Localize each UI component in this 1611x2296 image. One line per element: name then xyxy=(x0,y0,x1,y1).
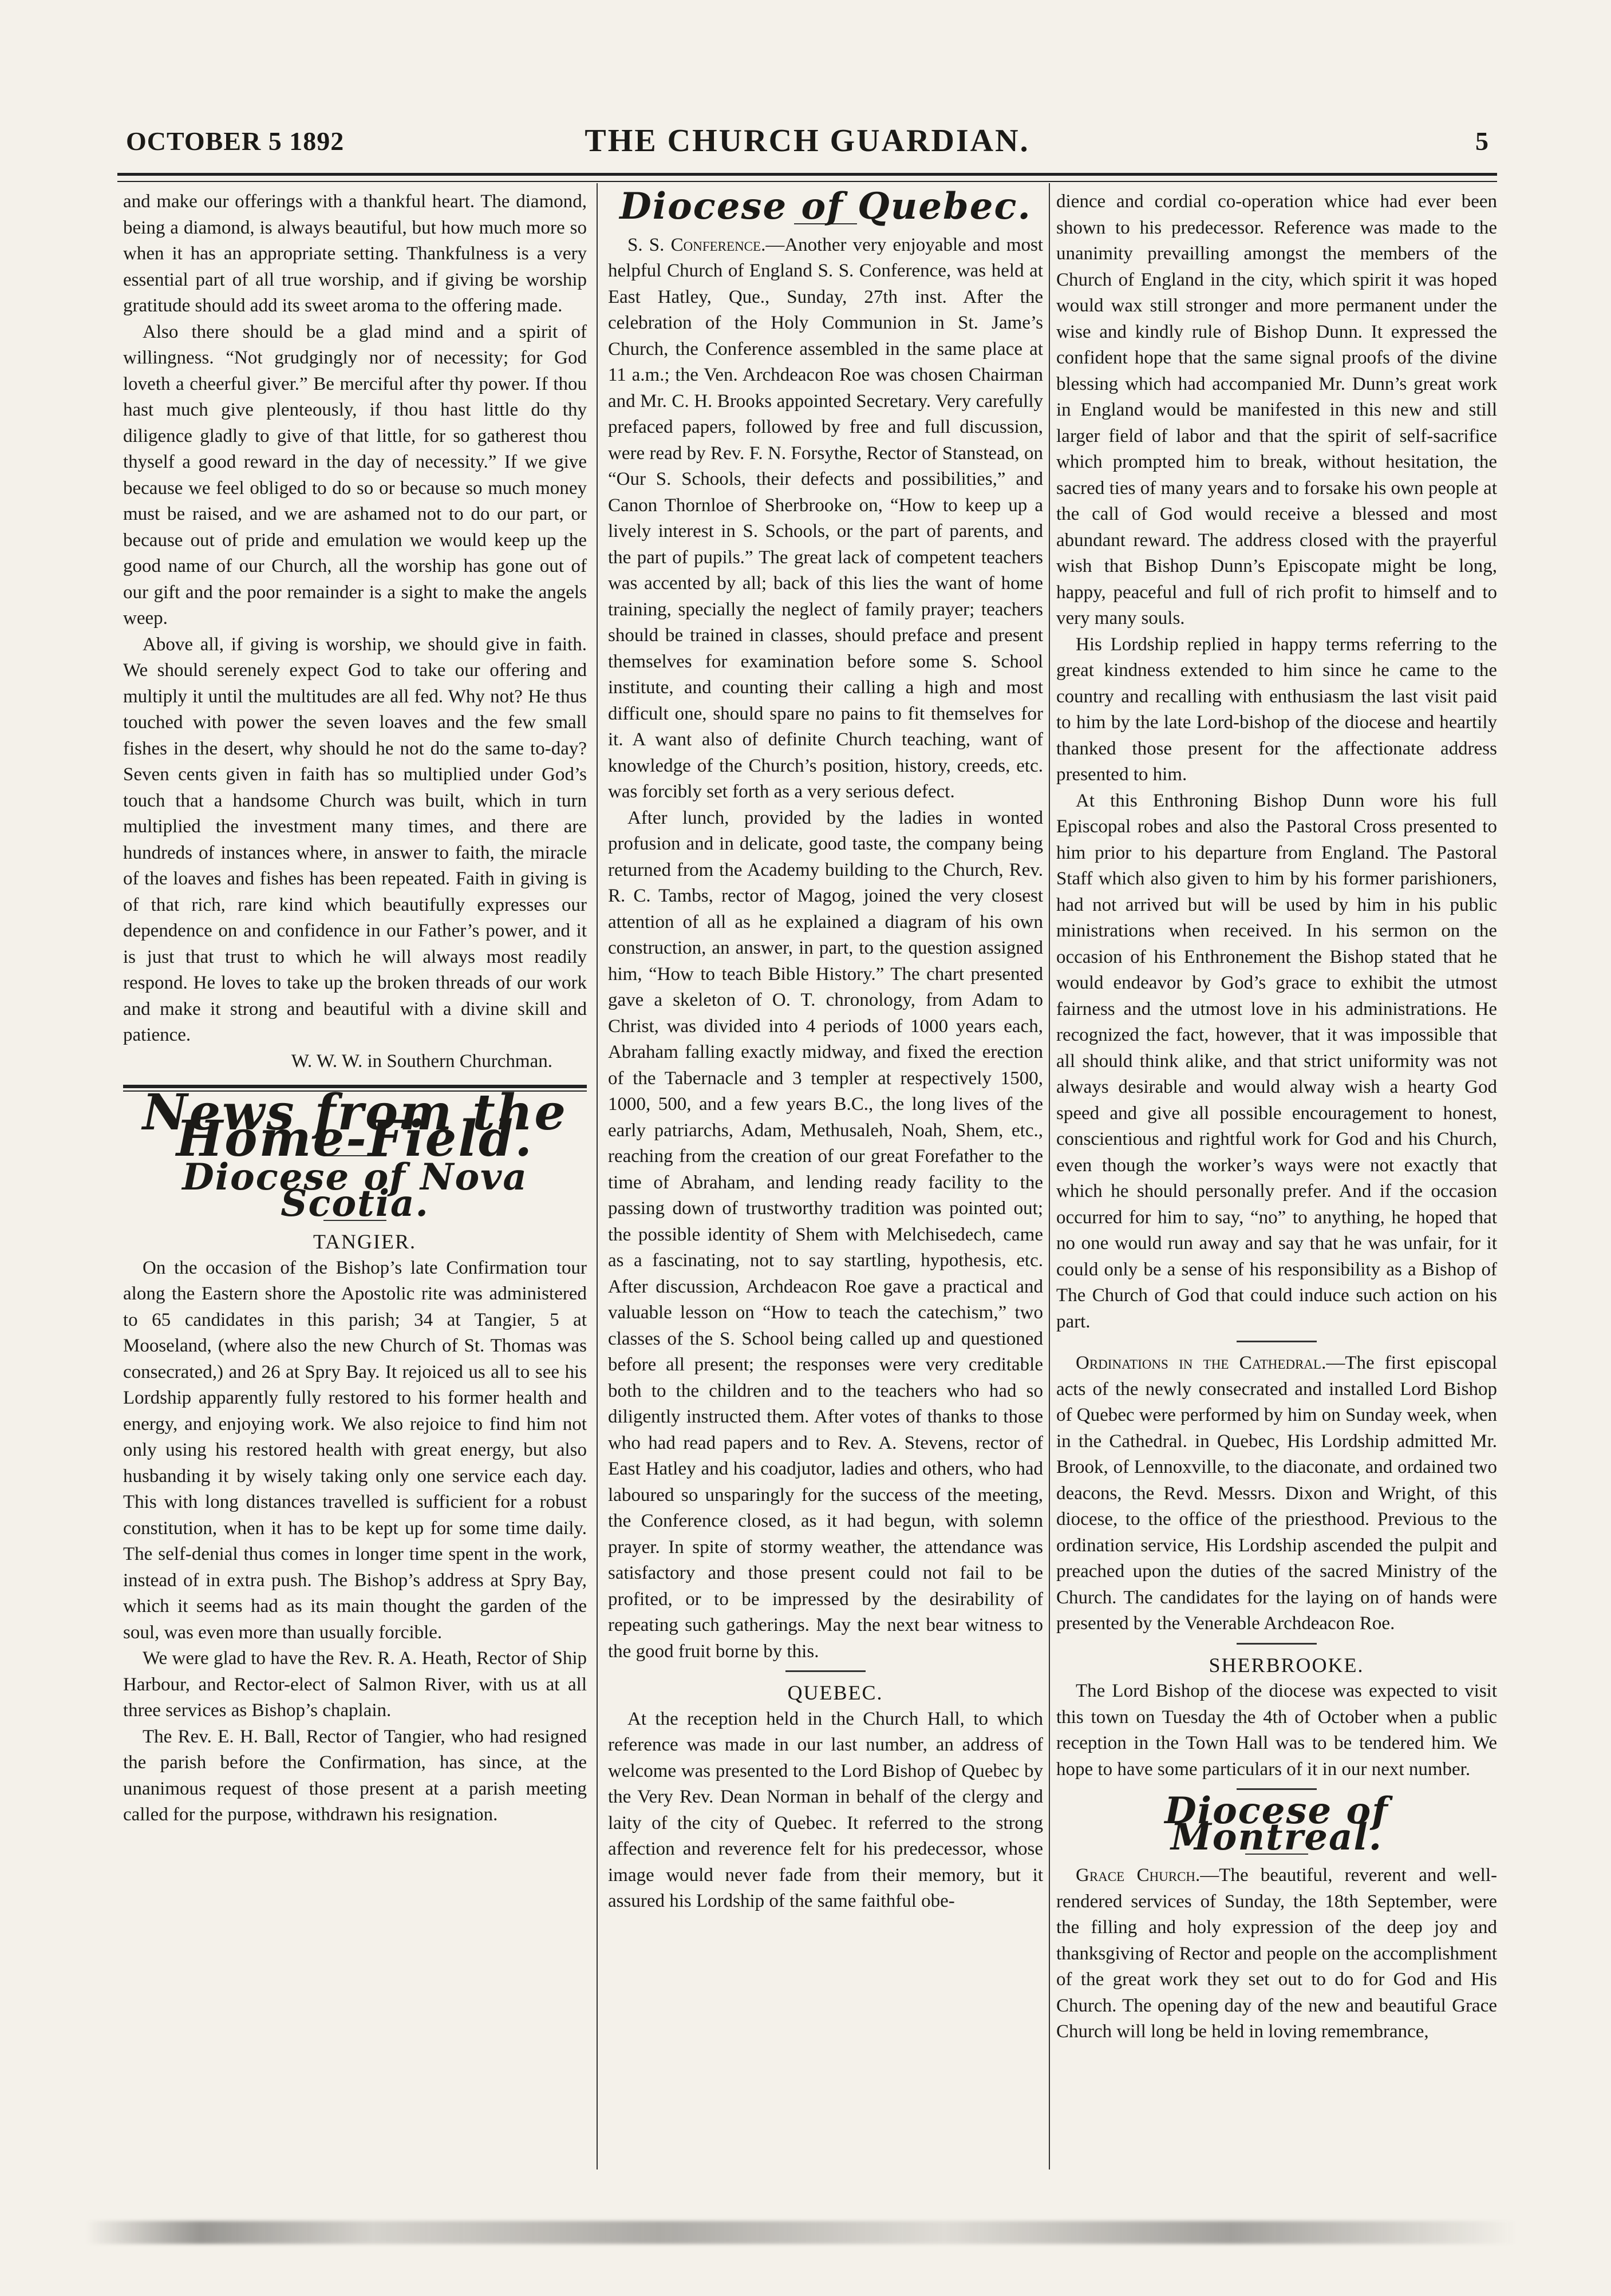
paragraph xyxy=(1056,1350,1497,1637)
paragraph: Also there should be a glad mind and a spirit of willingness. “Not grudgingly nor of necessity; for God loveth a cheerful giver.” Be merciful after thy power. If thou hast much give plenteously, if thou hast little do thy diligence gladly to give of that little, for so gatherest thou thyself a good reward in the day of necessity.” If we give because we feel obliged to do so or because so much money must be raised, and we are ashamed not to do our part, or because out of pride and emulation we would keep up the good name of our Church, all the worship has gone out of our gift and the poor remainder is a sight to make the angels weep. xyxy=(123,321,587,629)
paragraph-body: —The first episcopal acts of the newly consecrated and installed Lord Bishop of Quebec were performed by him on Sunday week, when in the Cathedral. in Quebec, His Lordship admitted Mr. Brook, of Lennoxville, to the diaconate, and ordained two deacons, the Revd. Messrs. Dixon and Wright, of this diocese, to the office of the priesthood. Previous to the ordination service, His Lordship ascended the pulpit and preached upon the duties of the sacred Ministry of the Church. The candidates for the laying on of hands were presented by the Venerable Archdeacon Roe. xyxy=(1056,1353,1497,1634)
article-signature: W. W. W. in Southern Churchman. xyxy=(291,1050,552,1072)
paragraph: On the occasion of the Bishop’s late Confirmation tour along the Eastern shore the Apostolic rite was administered to 65 candidates in this parish; 34 at Tangier, 5 at Mooseland, (where also the new Church of St. Thomas was consecrated,) and 26 at Spry Bay. It rejoiced us all to see his Lordship apparently fully restored to his former health and energy, and enjoying work. We also rejoice to find him not only using his restored health with great energy, but also husbanding it by wisely taking only one service each day. This with long distances travelled is sufficient for a robust constitution, when it has to be kept up for some time daily. The self-denial thus comes in longer time spent in the work, instead of in extra push. The Bishop’s address at Spry Bay, which it seems had as its main thought the garden of the soul, was even more than usually forcible. xyxy=(123,1257,587,1643)
column-2 xyxy=(608,189,1043,2158)
paragraph: We were glad to have the Rev. R. A. Heath, Rector of Ship Harbour, and Rector-elect of Salmon River, with us at all three services as Bishop’s chaplain. xyxy=(123,1648,587,1721)
subheading: SHERBROOKE. xyxy=(1209,1653,1364,1677)
diocese-heading: Diocese of Nova Scotia. xyxy=(182,1156,528,1225)
header-rule xyxy=(117,173,1497,176)
column-divider-1 xyxy=(597,183,598,2169)
paragraph-lead: S. S. Conference. xyxy=(627,234,766,255)
masthead-title: THE CHURCH GUARDIAN. xyxy=(585,123,1030,159)
paragraph: and make our offerings with a thankful heart. The diamond, being a diamond, is always beautiful, but how much more so when it has an appropriate setting. Thankfulness is a very essential part of all true worship, and if giving be worship gratitude should add its sweet aroma to the offering made. xyxy=(123,191,587,316)
paragraph: His Lordship replied in happy terms referring to the great kindness extended to him since he came to the country and recalling with enthusiasm the last visit paid to him by the late Lord-bishop of the diocese and heartily thanked those present for the affectionate address presented to him. xyxy=(1056,634,1497,785)
issue-date: OCTOBER 5 1892 xyxy=(126,127,345,156)
subheading: QUEBEC. xyxy=(787,1681,883,1704)
paragraph: dience and cordial co-operation whice had ever been shown to his predecessor. Reference was made to the unanimity prevailling amongst the members of the Church of England in the city, which spirit it was hoped would wax still stronger and more permanent under the wise and kindly rule of Bishop Dunn. It expressed the confident hope that the same signal proofs of the divine blessing which had accompanied Mr. Dunn’s great work in England would be manifested in this new and still larger field of labor and that the spirit of self-sacrifice which prompted him to break, without hesitation, the sacred ties of many years and to forsake his own people at the call of God would receive a blessed and most abundant reward. The address closed with the prayerful wish that Bishop Dunn’s Episcopate might be long, happy, peaceful and full of rich profit to himself and to very many souls. xyxy=(1056,191,1497,629)
paragraph: At the reception held in the Church Hall, to which reference was made in our last number, an address of welcome was presented to the Lord Bishop of Quebec by the Very Rev. Dean Norman in behalf of the clergy and laity of the city of Quebec. It referred to the strong affection and reverence felt for his predecessor, whose image would never fade from their memory, but it assured his Lordship of the same faithful obe- xyxy=(608,1708,1043,1911)
paragraph xyxy=(1056,1863,1497,2045)
paragraph: The Lord Bishop of the diocese was expected to visit this town on Tuesday the 4th of October when a public reception in the Town Hall was to be tendered him. We hope to have some particulars of it in our next number. xyxy=(1056,1681,1497,1780)
paragraph xyxy=(608,232,1043,805)
paragraph-lead: Ordinations in the Cathedral. xyxy=(1076,1353,1326,1373)
column-3 xyxy=(1056,189,1497,2158)
paragraph: At this Enthroning Bishop Dunn wore his full Episcopal robes and also the Pastoral Cross presented to him prior to his departure from England. The Pastoral Staff which also given to him by his former parishioners, had not arrived but will be used by him in his public ministrations when received. In his sermon on the occasion of his Enthronement the Bishop stated that he would endeavor by God’s grace to exhibit the utmost fairness and the utmost love in his administrations. He recognized the fact, however, that it was impossible that all should think alike, and that strict uniformity was not always desirable and would alway wish a hearty God speed and give all possible encouragement to honest, conscientious and rightful work for God and his Church, even though the worker’s ways were not exactly that which he should personally prefer. And if the occasion occurred for him to say, “no” to anything, he hoped that no one would run away and say that he was unfair, for it could only be a sense of his responsibility as a Bishop of The Church of God that could induce such action on his part. xyxy=(1056,790,1497,1332)
diocese-heading: Diocese of Quebec. xyxy=(619,189,1032,228)
paragraph-body: —Another very enjoyable and most helpful Church of England S. S. Conference, was held at East Hatley, Que., Sunday, 27th inst. After the celebration of the Holy Communion in St. Jame’s Church, the Conference assembled in the same place at 11 a.m.; the Ven. Archdeacon Roe was chosen Chairman and Mr. C. H. Brooks appointed Secretary. Very carefully prefaced papers, followed by free and full discussion, were read by Rev. F. N. Forsythe, Rector of Stanstead, on “Our S. Schools, their defects and possibilities,” and Canon Thornloe of Sherbrooke on, “How to keep up a lively interest in S. Schools, or the part of parents, and the part of pupils.” The great lack of competent teachers was accented by all; back of this lies the want of home training, specially the neglect of family prayer; teachers should be trained in classes, should preface and present themselves for examination before some S. School institute, and counting their calling a high and most difficult one, should spare no pains to fit themselves for it. A want also of definite Church teaching, want of knowledge of the Church’s position, history, creeds, etc. was forcibly set forth as a very serious defect. xyxy=(608,234,1043,802)
column-divider-2 xyxy=(1049,183,1050,2169)
paragraph-lead: Grace Church. xyxy=(1076,1865,1201,1886)
divider xyxy=(1237,1643,1317,1645)
divider xyxy=(785,1670,866,1672)
paragraph: After lunch, provided by the ladies in wonted profusion and in delicate, good taste, the company being returned from the Academy building to the Church, Rev. R. C. Tambs, rector of Magog, joined the very closest attention of all as he explained a diagram of his own construction, an answer, in part, to the question assigned him, “How to teach Bible History.” The chart presented gave a skeleton of O. T. chronology, from Adam to Christ, was divided into 4 periods of 1000 years each, Abraham falling exactly midway, and fixed the erection of the Tabernacle and 3 templer at respectively 1500, 1000, 500, and a few years B.C., the long lives of the early patriarchs, Adam, Methusaleh, Noah, Shem, etc., reaching from the creation of our great Forefather to the time of Abraham, and lending ready facility to the passing down of trustworthy tradition was pointed out; the possible identity of Shem with Melchisedech, came as a fascinating, not to say startling, hypothesis, etc. After discussion, Archdeacon Roe gave a practical and valuable lesson on “How to teach the catechism,” two classes of the S. School being called up and questioned before all present; the responses were very creditable both to the children and to the teachers who had so diligently instructed them. After votes of thanks to those who had read papers and to Rev. A. Stevens, rector of East Hatley and his coadjutor, ladies and others, who had laboured so unsparingly for the success of the meeting, the Conference closed, as it had begun, with solemn prayer. In spite of stormy weather, the attendance was satisfactory and those present could not fail to be profited, or to be impressed by the desirability of repeating such gatherings. May the next bear witness to the good fruit borne by this. xyxy=(608,807,1043,1662)
column-1 xyxy=(123,189,587,2158)
subheading: TANGIER. xyxy=(313,1230,417,1253)
section-heading: News from the Home-Field. xyxy=(142,1084,568,1168)
page-header xyxy=(126,114,1488,166)
print-smudge xyxy=(86,2221,1517,2244)
diocese-heading: Diocese of Montreal. xyxy=(1164,1789,1389,1859)
paragraph-body: —The beautiful, reverent and well-rendered services of Sunday, the 18th September, were the filling and holy expression of the deep joy and thanksgiving of Rector and people on the accomplishment of the great work they set out to do for God and His Church. The opening day of the new and beautiful Grace Church will long be held in loving remembrance, xyxy=(1056,1865,1497,2042)
page-number: 5 xyxy=(1475,127,1488,156)
paragraph: The Rev. E. H. Ball, Rector of Tangier, who had resigned the parish before the Confirmation, has since, at the unanimous request of those present at a parish meeting called for the purpose, withdrawn his resignation. xyxy=(123,1726,587,1825)
paragraph: Above all, if giving is worship, we should give in faith. We should serenely expect God to take our offering and multiply it until the multitudes are all fed. Why not? He thus touched with power the seven loaves and the few small fishes in the desert, why should he not do the same to-day? Seven cents given in faith has so multiplied under God’s touch that a handsome Church was built, which in turn multiplied the investment many times, and there are hundreds of instances where, in answer to faith, the miracle of the loaves and fishes has been repeated. Faith in giving is of that rich, rare kind which beautifully expresses our dependence on and confidence in our Father’s power, and it is just that trust to which he will always most readily respond. He loves to take up the broken threads of our work and make it strong and beautiful with a divine skill and patience. xyxy=(123,634,587,1045)
divider xyxy=(1237,1341,1317,1342)
header-rule-thin xyxy=(117,181,1497,182)
